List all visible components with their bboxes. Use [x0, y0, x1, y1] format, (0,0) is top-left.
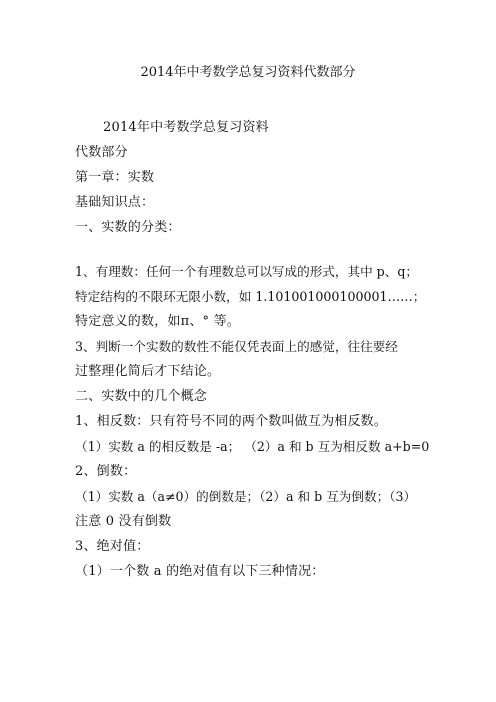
paragraph-rational-number: 1、有理数：任何一个有理数总可以写成的形式，其中 p、q； [75, 264, 418, 279]
paragraph-reciprocal-rules: （1）实数 a（a≠0）的倒数是；（2）a 和 b 互为倒数；（3） [75, 489, 417, 504]
heading-algebra-part: 代数部分 [75, 145, 128, 160]
paragraph-absolute-value-cases: （1）一个数 a 的绝对值有以下三种情况： [75, 564, 325, 579]
paragraph-conclusion: 过整理化简后才下结论。 [75, 364, 221, 379]
heading-review-material: 2014年中考数学总复习资料 [103, 120, 269, 135]
heading-absolute-value: 3、绝对值： [75, 539, 150, 554]
heading-reciprocal: 2、倒数： [75, 464, 137, 479]
paragraph-special-decimal: 特定结构的不限环无限小数，如 1.101001000100001……； [75, 289, 426, 304]
paragraph-opposite-rules: （1）实数 a 的相反数是 -a； （2）a 和 b 互为相反数 a+b=0 [75, 439, 430, 454]
paragraph-opposite-number: 1、相反数：只有符号不同的两个数叫做互为相反数。 [75, 414, 388, 429]
section-concepts: 二、实数中的几个概念 [75, 389, 208, 404]
paragraph-special-meaning: 特定意义的数，如π、° 等。 [75, 314, 240, 329]
paragraph-zero-reciprocal: 注意 0 没有倒数 [75, 514, 172, 529]
document-title: 2014年中考数学总复习资料代数部分 [140, 65, 356, 80]
section-classification: 一、实数的分类： [75, 220, 181, 235]
paragraph-number-property: 3、判断一个实数的数性不能仅凭表面上的感觉，往往要经 [75, 339, 398, 354]
heading-basic-points: 基础知识点： [75, 195, 155, 210]
heading-chapter-one: 第一章：实数 [75, 170, 155, 185]
